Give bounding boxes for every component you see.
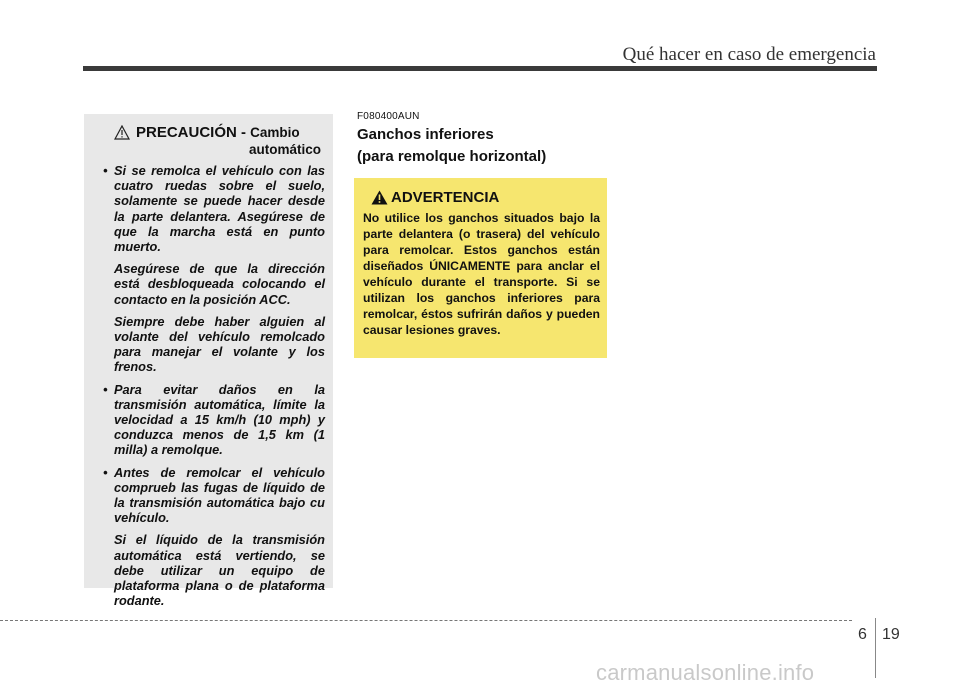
chapter-number: 6 [858, 626, 867, 643]
caution-list [100, 163, 325, 608]
footer-divider [0, 620, 852, 621]
caution-title: PRECAUCIÓN - [136, 124, 251, 141]
page-number: 19 [882, 626, 900, 643]
caution-paragraph: Si el líquido de la transmisión automática está vertiendo, se debe utilizar un equipo de plataforma plana o de plataforma rodante. [114, 532, 325, 609]
page-header-title: Qué hacer en caso de emergencia [622, 44, 876, 65]
warning-triangle-outline-icon [114, 125, 130, 140]
warning-text: No utilice los ganchos situados bajo la parte delantera (o trasera) del vehículo para remolcar. Estos ganchos están diseñados ÚNICAMENTE para anclar el vehículo durante el transporte. Si se utilizan los ganchos inferiores para remolcar, éstos sufrirán daños y pueden causar lesiones graves. [363, 211, 600, 337]
warning-triangle-icon [371, 190, 388, 205]
caution-paragraph: Asegúrese de que la dirección está desbloqueada colocando el contacto en la posición ACC. [114, 261, 325, 307]
warning-title: ADVERTENCIA [391, 189, 500, 206]
caution-subtitle-line2: automático [248, 142, 321, 157]
section-code: F080400AUN [357, 111, 420, 122]
caution-paragraph: Para evitar daños en la transmisión automática, límite la velocidad a 15 km/h (10 mph) y conduzca menos de 1,5 km (1 milla) a remolque. [114, 381, 325, 458]
caution-header [100, 124, 325, 157]
section-heading [357, 124, 546, 168]
bullet: • [103, 163, 108, 178]
header-rule [83, 66, 877, 71]
caution-paragraph: Si se remolca el vehículo con las cuatro ruedas sobre el suelo, solamente se puede hacer desde la parte delantera. Asegúrese de que la marcha está en punto muerto. [114, 163, 325, 255]
section-heading-line1: Ganchos inferiores [357, 126, 494, 143]
caution-item [100, 382, 325, 458]
caution-box [84, 114, 333, 609]
bullet: • [103, 381, 108, 397]
caution-item [100, 465, 325, 609]
warning-box [354, 178, 607, 358]
bullet: • [103, 464, 108, 480]
caution-subtitle: Cambio [250, 125, 300, 140]
warning-header [363, 188, 600, 208]
page-number-separator [875, 618, 876, 678]
caution-item [100, 163, 325, 375]
watermark-text: carmanualsonline.info [596, 660, 815, 685]
caution-paragraph: Siempre debe haber alguien al volante del vehículo remolcado para manejar el volante y los frenos. [114, 313, 325, 375]
caution-paragraph: Antes de remolcar el vehículo comprueb las fugas de líquido de la transmisión automática bajo cu vehículo. [114, 464, 325, 526]
section-heading-line2: (para remolque horizontal) [357, 148, 547, 165]
